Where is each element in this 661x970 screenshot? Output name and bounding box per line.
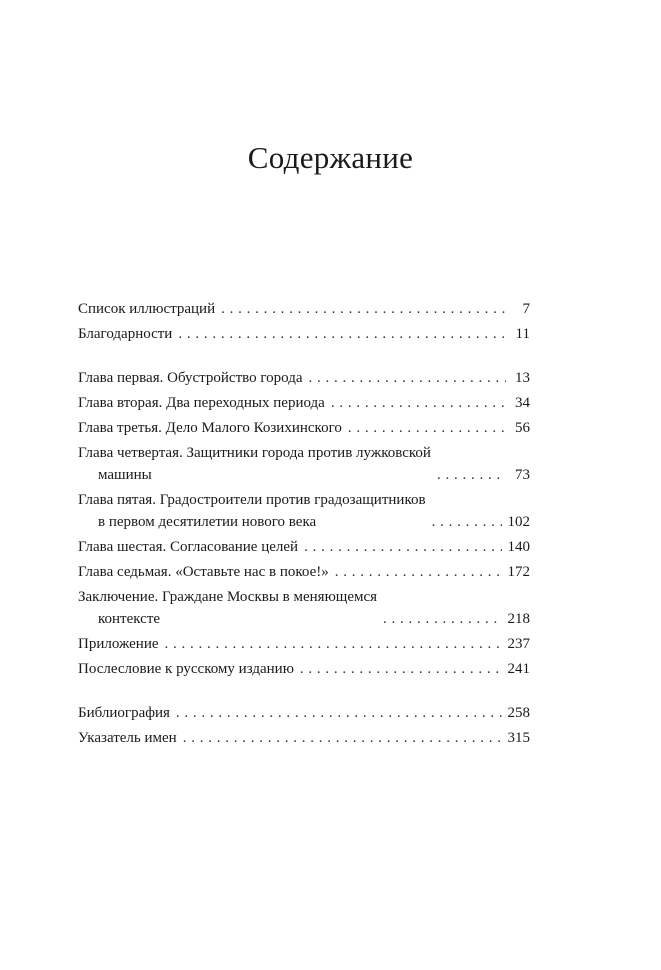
toc-entry-bibliography bbox=[78, 702, 530, 724]
toc-entry-page: 241 bbox=[507, 661, 530, 677]
toc-entry-chapter-5 bbox=[78, 489, 530, 533]
toc-entry-chapter-3 bbox=[78, 417, 530, 439]
toc-entry-title bbox=[78, 727, 177, 749]
toc-entry-title-line: Глава пятая. Градостроители против градозащитников bbox=[78, 492, 426, 508]
table-of-contents bbox=[78, 298, 530, 752]
dot-leader bbox=[432, 511, 502, 533]
toc-entry-page: 34 bbox=[515, 395, 530, 411]
toc-entry-title-line: в первом десятилетии нового века bbox=[98, 514, 317, 530]
toc-entry-chapter-4 bbox=[78, 442, 530, 486]
dot-leader bbox=[221, 298, 506, 320]
toc-entry-page: 315 bbox=[507, 730, 530, 746]
toc-entry-title bbox=[78, 658, 294, 680]
dot-leader bbox=[309, 367, 506, 389]
toc-entry-page: 140 bbox=[507, 539, 530, 555]
toc-entry-title bbox=[78, 702, 170, 724]
toc-entry-illustrations bbox=[78, 298, 530, 320]
dot-leader bbox=[348, 417, 506, 439]
toc-entry-title-line: Послесловие к русскому изданию bbox=[78, 661, 294, 677]
toc-entry-page: 172 bbox=[507, 564, 530, 580]
toc-entry-title-line: Глава первая. Обустройство города bbox=[78, 370, 303, 386]
dot-leader bbox=[437, 464, 506, 486]
toc-entry-title-line: Глава четвертая. Защитники города против лужковской bbox=[78, 445, 431, 461]
toc-entry-title-line: Приложение bbox=[78, 636, 159, 652]
toc-entry-title-line: Заключение. Граждане Москвы в меняющемся bbox=[78, 589, 378, 605]
dot-leader bbox=[165, 633, 502, 655]
dot-leader bbox=[335, 561, 502, 583]
toc-entry-page: 102 bbox=[507, 514, 530, 530]
toc-entry-title bbox=[78, 489, 426, 533]
toc-entry-page: 56 bbox=[515, 420, 530, 436]
toc-entry-name-index bbox=[78, 727, 530, 749]
toc-entry-page: 73 bbox=[515, 467, 530, 483]
toc-entry-conclusion bbox=[78, 586, 530, 630]
toc-entry-page: 11 bbox=[515, 326, 530, 342]
toc-entry-acknowledgements bbox=[78, 323, 530, 345]
toc-entry-title bbox=[78, 392, 325, 414]
toc-entry-chapter-7 bbox=[78, 561, 530, 583]
dot-leader bbox=[183, 727, 502, 749]
toc-entry-title bbox=[78, 633, 159, 655]
page-title: Содержание bbox=[247, 140, 414, 175]
toc-entry-title-line: Указатель имен bbox=[78, 730, 177, 746]
toc-entry-title bbox=[78, 417, 342, 439]
toc-entry-title bbox=[78, 298, 215, 320]
toc-entry-chapter-2 bbox=[78, 392, 530, 414]
toc-entry-title-line: Библиография bbox=[78, 705, 170, 721]
dot-leader bbox=[304, 536, 501, 558]
toc-entry-title-line: Глава вторая. Два переходных периода bbox=[78, 395, 325, 411]
toc-entry-title bbox=[78, 586, 377, 630]
toc-entry-page: 13 bbox=[515, 370, 530, 386]
dot-leader bbox=[178, 323, 506, 345]
toc-entry-chapter-6 bbox=[78, 536, 530, 558]
toc-entry-title-line: машины bbox=[98, 467, 152, 483]
toc-entry-page: 7 bbox=[522, 301, 530, 317]
toc-entry-page: 218 bbox=[507, 611, 530, 627]
toc-entry-afterword bbox=[78, 658, 530, 680]
toc-entry-title bbox=[78, 442, 431, 486]
toc-entry-title-line: Благодарности bbox=[78, 326, 173, 342]
dot-leader bbox=[176, 702, 502, 724]
toc-entry-chapter-1 bbox=[78, 367, 530, 389]
toc-entry-appendix bbox=[78, 633, 530, 655]
dot-leader bbox=[300, 658, 502, 680]
toc-entry-title-line: Глава шестая. Согласование целей bbox=[78, 539, 299, 555]
toc-entry-title-line: Список иллюстраций bbox=[78, 301, 216, 317]
toc-entry-title bbox=[78, 536, 298, 558]
toc-entry-title-line: Глава третья. Дело Малого Козихинского bbox=[78, 420, 342, 436]
dot-leader bbox=[331, 392, 506, 414]
dot-leader bbox=[383, 608, 501, 630]
toc-entry-title-line: Глава седьмая. «Оставьте нас в покое!» bbox=[78, 564, 329, 580]
toc-entry-title bbox=[78, 561, 329, 583]
toc-entry-title-line: контексте bbox=[98, 611, 161, 627]
toc-entry-page: 237 bbox=[507, 636, 530, 652]
toc-entry-page: 258 bbox=[507, 705, 530, 721]
toc-entry-title bbox=[78, 367, 303, 389]
toc-entry-title bbox=[78, 323, 172, 345]
